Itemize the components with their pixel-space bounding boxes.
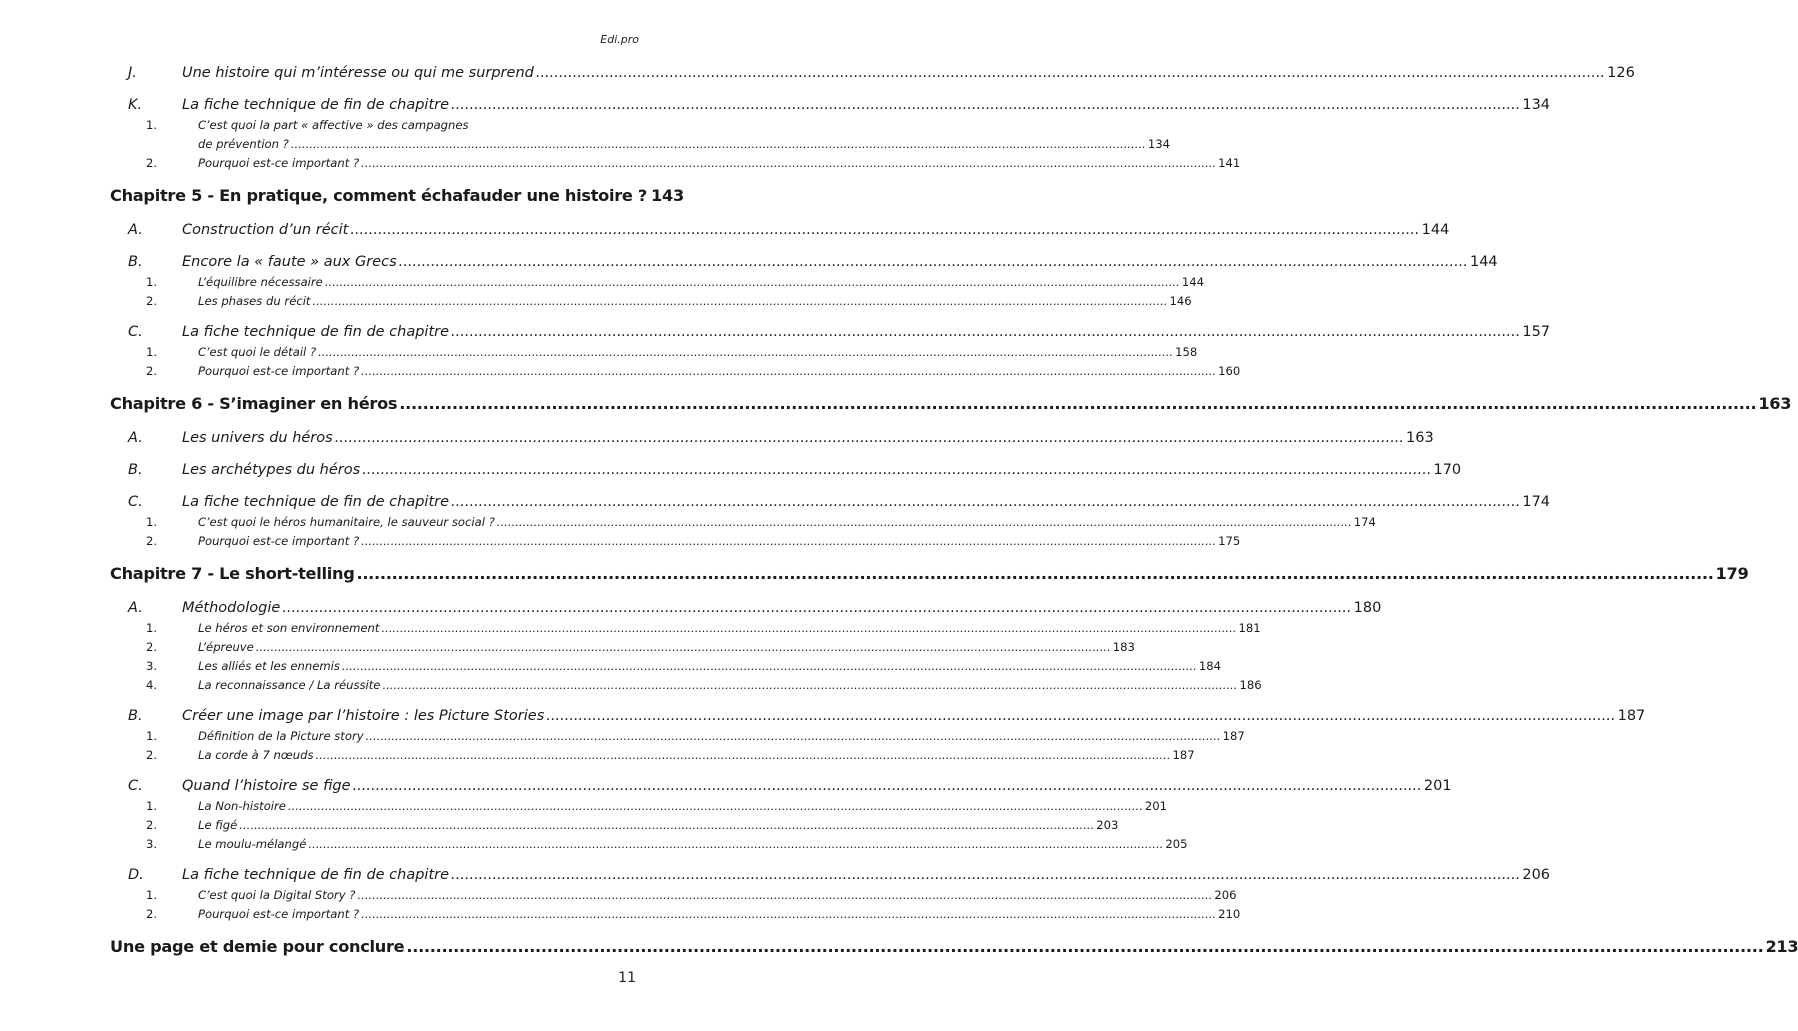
toc-section-title: Les univers du héros <box>182 430 333 446</box>
toc-section-letter: B. <box>128 708 143 724</box>
toc-subsection-entry <box>110 343 1198 362</box>
toc-page-number: 187 <box>1172 748 1195 762</box>
toc-subsection-number: 2. <box>146 907 158 921</box>
toc-dot-leader <box>399 391 1756 417</box>
spacer <box>110 551 638 561</box>
toc-subsection-title: La corde à 7 nœuds <box>198 748 314 762</box>
toc-page-number: 203 <box>1096 818 1119 832</box>
toc-page-number: 158 <box>1175 345 1198 359</box>
spacer <box>110 311 638 321</box>
toc-dot-leader <box>361 362 1216 381</box>
spacer <box>110 417 638 427</box>
toc-section-entry <box>110 62 1635 84</box>
toc-page-number: 186 <box>1239 678 1262 692</box>
toc-dot-leader <box>356 561 1713 587</box>
toc-subsection-number: 1. <box>146 275 158 289</box>
toc-page-number: 210 <box>1218 907 1241 921</box>
toc-subsection-title: Pourquoi est-ce important ? <box>198 156 360 170</box>
toc-subsection-number: 2. <box>146 534 158 548</box>
toc-section-entry <box>110 491 1551 513</box>
toc-page-number: 143 <box>651 186 684 205</box>
toc-dot-leader <box>361 154 1216 173</box>
toc-dot-leader <box>451 491 1520 513</box>
toc-section-letter: A. <box>128 430 143 446</box>
toc-page-number: 144 <box>1469 254 1498 270</box>
toc-subsection-number: 1. <box>146 345 158 359</box>
toc-dot-leader <box>256 638 1111 657</box>
toc-section-title: Les archétypes du héros <box>182 462 361 478</box>
toc-subsection-title: Les alliés et les ennemis <box>198 659 340 673</box>
toc-subsection-entry <box>110 886 1237 905</box>
toc-subsection-entry <box>110 676 1262 695</box>
toc-page-number: 184 <box>1198 659 1222 673</box>
page-number: 11 <box>618 970 636 986</box>
table-of-contents <box>110 62 1798 960</box>
toc-page-number: 206 <box>1214 888 1237 902</box>
toc-subsection-entry <box>110 657 1222 676</box>
toc-subsection-number: 1. <box>146 515 158 529</box>
toc-subsection-number: 2. <box>146 294 158 308</box>
toc-subsection-entry <box>110 835 1188 854</box>
toc-page-number: 187 <box>1222 729 1245 743</box>
toc-dot-leader <box>291 135 1146 154</box>
toc-section-letter: C. <box>128 778 143 794</box>
toc-section-letter: C. <box>128 494 143 510</box>
toc-page-number: 141 <box>1218 156 1241 170</box>
toc-dot-leader <box>381 619 1236 638</box>
toc-dot-leader <box>399 251 1468 273</box>
toc-subsection-title: Définition de la Picture story <box>198 729 364 743</box>
toc-dot-leader <box>282 597 1351 619</box>
toc-section-letter: J. <box>128 65 137 81</box>
toc-dot-leader <box>361 905 1216 924</box>
toc-section-title: Une histoire qui m’intéresse ou qui me surprend <box>182 65 534 81</box>
spacer <box>110 84 638 94</box>
spacer <box>110 173 638 183</box>
toc-page-number: 205 <box>1165 837 1188 851</box>
toc-dot-leader <box>288 797 1143 816</box>
toc-page-number: 187 <box>1617 708 1646 724</box>
toc-dot-leader <box>366 727 1221 746</box>
toc-section-title: Quand l’histoire se fige <box>182 778 351 794</box>
toc-dot-leader <box>546 705 1615 727</box>
toc-dot-leader <box>308 835 1163 854</box>
toc-dot-leader <box>357 886 1212 905</box>
toc-page-number: 183 <box>1112 640 1135 654</box>
toc-section-entry <box>110 864 1551 886</box>
toc-page-number: 146 <box>1169 294 1192 308</box>
toc-page-number: 174 <box>1353 515 1376 529</box>
toc-dot-leader <box>325 273 1180 292</box>
spacer <box>110 854 638 864</box>
toc-subsection-title: C’est quoi le détail ? <box>198 345 317 359</box>
toc-subsection-entry <box>110 816 1119 835</box>
toc-subsection-title-continued: de prévention ? <box>198 137 289 151</box>
toc-section-title: Méthodologie <box>182 600 281 616</box>
toc-page-number: 144 <box>1181 275 1204 289</box>
toc-section-letter: A. <box>128 222 143 238</box>
toc-page-number: 175 <box>1218 534 1241 548</box>
toc-subsection-title: La reconnaissance / La réussite <box>198 678 381 692</box>
toc-section-entry <box>110 94 1551 116</box>
toc-subsection-entry <box>110 532 1241 551</box>
toc-section-entry <box>110 459 1462 481</box>
toc-section-letter: C. <box>128 324 143 340</box>
toc-subsection-number: 3. <box>146 659 158 673</box>
toc-page-number: 126 <box>1607 65 1635 81</box>
toc-subsection-number: 3. <box>146 837 158 851</box>
toc-section-title: Encore la « faute » aux Grecs <box>182 254 397 270</box>
spacer <box>110 449 638 459</box>
toc-section-entry <box>110 427 1434 449</box>
toc-chapter-entry <box>110 391 1792 417</box>
toc-subsection-number: 2. <box>146 156 158 170</box>
toc-dot-leader <box>362 459 1431 481</box>
toc-page-number: 134 <box>1147 137 1170 151</box>
toc-chapter-entry <box>110 183 684 209</box>
toc-dot-leader <box>497 513 1352 532</box>
toc-section-letter: K. <box>128 97 143 113</box>
toc-page-number: 213 <box>1765 937 1798 956</box>
toc-dot-leader <box>312 292 1167 311</box>
toc-subsection-entry <box>110 638 1135 657</box>
toc-section-title: La fiche technique de fin de chapitre <box>182 97 450 113</box>
toc-subsection-title: L’épreuve <box>198 640 254 654</box>
toc-subsection-title: Le figé <box>198 818 238 832</box>
toc-section-entry <box>110 775 1452 797</box>
toc-subsection-entry <box>110 797 1168 816</box>
toc-subsection-number: 2. <box>146 818 158 832</box>
running-header: Edi.pro <box>600 33 639 46</box>
toc-chapter-title: Chapitre 6 - S’imaginer en héros <box>110 394 398 413</box>
toc-subsection-number: 1. <box>146 799 158 813</box>
toc-chapter-title: Chapitre 5 - En pratique, comment échafauder une histoire ? <box>110 186 648 205</box>
toc-section-letter: A. <box>128 600 143 616</box>
toc-section-title: La fiche technique de fin de chapitre <box>182 494 450 510</box>
toc-subsection-title: La Non-histoire <box>198 799 286 813</box>
toc-subsection-number: 2. <box>146 364 158 378</box>
toc-dot-leader <box>342 657 1197 676</box>
toc-subsection-entry <box>110 513 1376 532</box>
toc-chapter-title: Une page et demie pour conclure <box>110 937 405 956</box>
toc-section-entry <box>110 321 1551 343</box>
toc-subsection-entry <box>110 905 1241 924</box>
toc-chapter-entry <box>110 934 1798 960</box>
toc-subsection-entry <box>110 619 1261 638</box>
toc-subsection-entry <box>110 362 1241 381</box>
toc-page-number: 163 <box>1406 430 1434 446</box>
toc-dot-leader <box>361 532 1216 551</box>
toc-dot-leader <box>239 816 1094 835</box>
toc-subsection-number: 1. <box>146 118 158 132</box>
toc-dot-leader <box>451 94 1520 116</box>
toc-section-title: Construction d’un récit <box>182 222 349 238</box>
toc-page-number: 201 <box>1423 778 1452 794</box>
toc-chapter-title: Chapitre 7 - Le short-telling <box>110 564 355 583</box>
toc-subsection-number: 1. <box>146 621 158 635</box>
toc-subsection-number: 1. <box>146 729 158 743</box>
toc-subsection-entry <box>110 116 1170 154</box>
toc-subsection-title: C’est quoi le héros humanitaire, le sauveur social ? <box>198 515 495 529</box>
toc-chapter-entry <box>110 561 1749 587</box>
toc-subsection-entry <box>110 727 1245 746</box>
toc-dot-leader <box>406 934 1763 960</box>
toc-subsection-number: 2. <box>146 640 158 654</box>
toc-dot-leader <box>350 219 1419 241</box>
toc-section-title: Créer une image par l’histoire : les Picture Stories <box>182 708 545 724</box>
toc-dot-leader <box>451 864 1520 886</box>
toc-subsection-entry <box>110 154 1241 173</box>
toc-subsection-entry <box>110 746 1195 765</box>
toc-page-number: 144 <box>1421 222 1450 238</box>
spacer <box>110 924 638 934</box>
toc-subsection-number: 4. <box>146 678 158 692</box>
toc-section-entry <box>110 597 1382 619</box>
toc-subsection-title: Le héros et son environnement <box>198 621 380 635</box>
toc-subsection-number: 1. <box>146 888 158 902</box>
toc-page-number: 180 <box>1353 600 1382 616</box>
spacer <box>110 381 638 391</box>
toc-section-entry <box>110 251 1498 273</box>
toc-page-number: 170 <box>1433 462 1462 478</box>
toc-page-number: 179 <box>1715 564 1749 583</box>
toc-page-number: 163 <box>1758 394 1792 413</box>
toc-dot-leader <box>335 427 1404 449</box>
toc-dot-leader <box>353 775 1422 797</box>
toc-dot-leader <box>536 62 1605 84</box>
toc-page-number: 181 <box>1238 621 1261 635</box>
toc-subsection-title: Pourquoi est-ce important ? <box>198 907 360 921</box>
toc-page-number: 157 <box>1522 324 1551 340</box>
toc-section-title: La fiche technique de fin de chapitre <box>182 324 450 340</box>
toc-subsection-title: C’est quoi la part « affective » des campagnes <box>198 118 469 132</box>
toc-section-letter: B. <box>128 254 143 270</box>
toc-page-number: 174 <box>1522 494 1551 510</box>
toc-page-number: 206 <box>1522 867 1551 883</box>
toc-section-entry <box>110 705 1646 727</box>
toc-dot-leader <box>382 676 1237 695</box>
spacer <box>110 481 638 491</box>
toc-subsection-title: Pourquoi est-ce important ? <box>198 534 360 548</box>
spacer <box>110 241 638 251</box>
spacer <box>110 695 638 705</box>
toc-subsection-title: C’est quoi la Digital Story ? <box>198 888 356 902</box>
toc-dot-leader <box>318 343 1173 362</box>
toc-dot-leader <box>451 321 1520 343</box>
toc-dot-leader <box>316 746 1171 765</box>
toc-subsection-entry <box>110 273 1204 292</box>
toc-section-entry <box>110 219 1450 241</box>
toc-page-number: 201 <box>1144 799 1168 813</box>
toc-section-letter: D. <box>128 867 144 883</box>
toc-page-number: 134 <box>1522 97 1551 113</box>
spacer <box>110 209 638 219</box>
toc-subsection-entry <box>110 292 1192 311</box>
toc-subsection-title: Le moulu-mélangé <box>198 837 307 851</box>
toc-page-number: 160 <box>1218 364 1241 378</box>
toc-section-letter: B. <box>128 462 143 478</box>
toc-subsection-title: L’équilibre nécessaire <box>198 275 323 289</box>
spacer <box>110 587 638 597</box>
toc-section-title: La fiche technique de fin de chapitre <box>182 867 450 883</box>
toc-subsection-number: 2. <box>146 748 158 762</box>
toc-subsection-title: Pourquoi est-ce important ? <box>198 364 360 378</box>
toc-subsection-title: Les phases du récit <box>198 294 311 308</box>
spacer <box>110 765 638 775</box>
